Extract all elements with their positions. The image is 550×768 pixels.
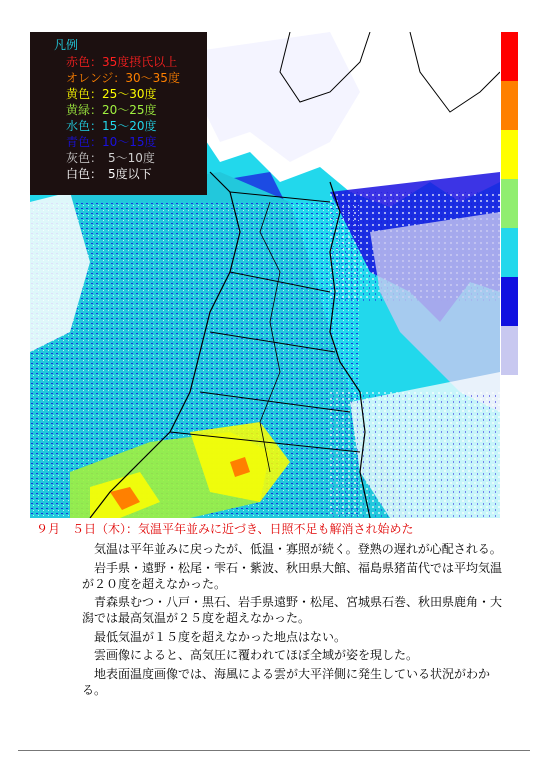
colorbar-swatch	[501, 32, 518, 81]
colorbar-swatch	[501, 179, 518, 228]
colorbar-swatch	[501, 228, 518, 277]
legend-item: 黄色：25～30度	[66, 87, 157, 101]
page-divider	[18, 750, 530, 751]
colorbar-swatch	[501, 130, 518, 179]
paragraph: 気温は平年並みに戻ったが、低温・寡照が続く。登熟の遅れが心配される。	[94, 542, 502, 556]
report-body	[82, 541, 512, 700]
legend-list	[52, 54, 207, 182]
legend-item: 白色： 5度以下	[66, 167, 152, 181]
paragraph: 地表面温度画像では、海風による雲が大平洋側に発生している状況がわかる。	[82, 666, 491, 697]
legend-item: 灰色： 5～10度	[66, 151, 155, 165]
legend-item: 赤色：35度摂氏以上	[66, 55, 178, 69]
legend-item: オレンジ：30～35度	[66, 71, 180, 85]
temperature-colorbar	[501, 32, 518, 377]
legend-item: 黄緑：20～25度	[66, 103, 157, 117]
paragraph: 最低気温が１５度を超えなかった地点はない。	[94, 629, 347, 644]
legend-item: 水色：15～20度	[66, 119, 157, 133]
paragraph: 雲画像によると、高気圧に覆われてほぼ全域が姿を現した。	[94, 648, 419, 662]
colorbar-swatch	[501, 277, 518, 326]
colorbar-swatch	[501, 81, 518, 130]
legend-item: 青色：10～15度	[66, 135, 157, 149]
legend-title: 凡例	[54, 38, 79, 52]
date-caption: ９月 ５日（木）：気温平年並みに近づき、日照不足も解消され始めた	[36, 522, 414, 536]
colorbar-swatch	[501, 326, 518, 375]
paragraph: 青森県むつ・八戸・黒石、岩手県遠野・松尾、宮城県石巻、秋田県鹿角・大潟では最高気温が２５度を超えなかった。	[82, 595, 503, 625]
map-legend	[30, 32, 207, 195]
paragraph: 岩手県・遠野・松尾・雫石・紫波、秋田県大館、福島県猪苗代では平均気温が２０度を超えなかった。	[82, 560, 503, 591]
